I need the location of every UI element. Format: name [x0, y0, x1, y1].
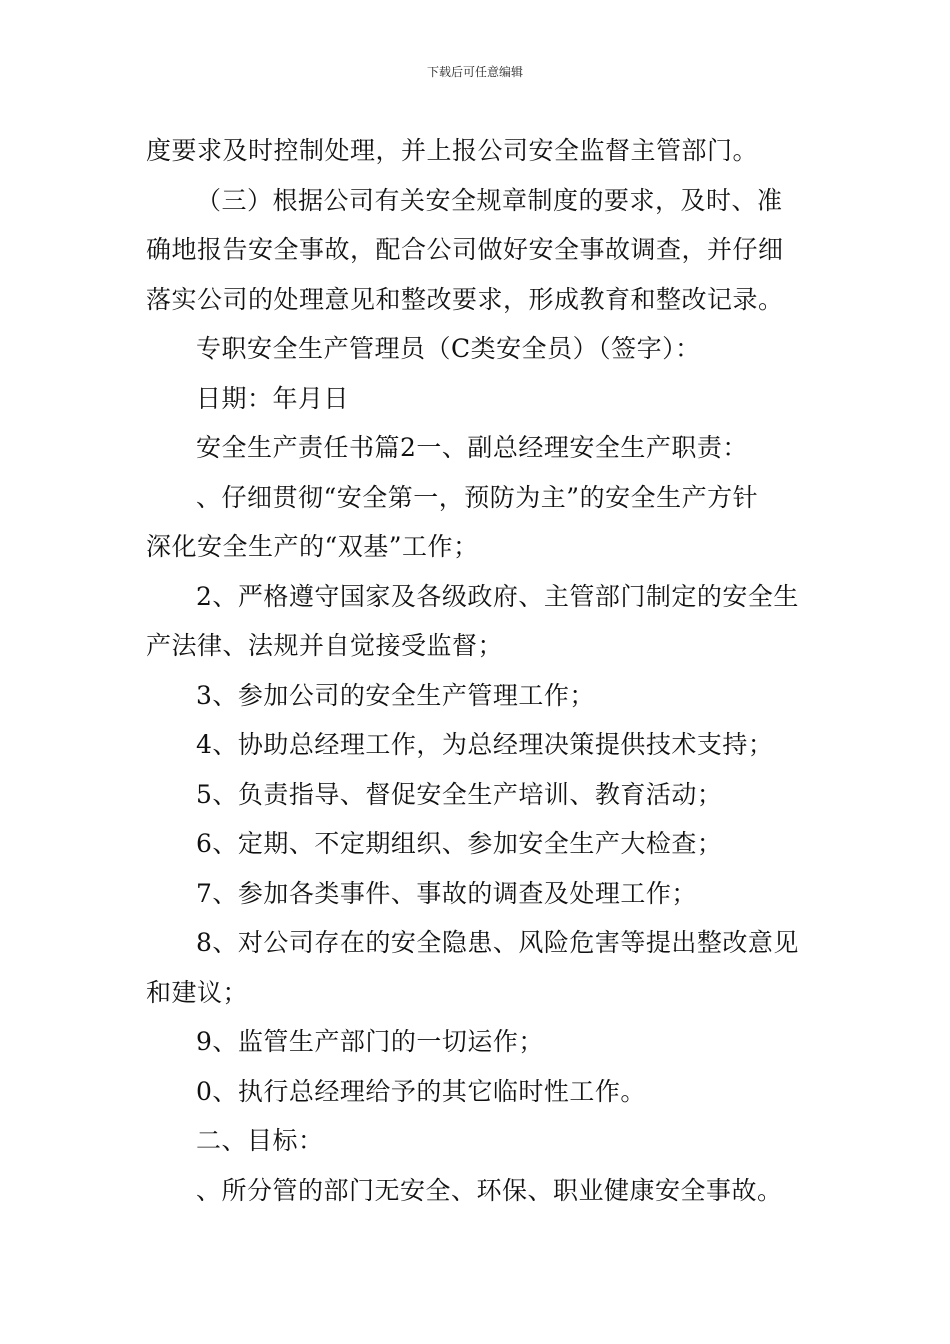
text-line: 安全生产责任书篇2一、副总经理安全生产职责：: [196, 433, 748, 462]
text-line: 9、监管生产部门的一切运作；: [196, 1027, 544, 1056]
text-line: 产法律、法规并自觉接受监督；: [146, 631, 504, 660]
text-line: 度要求及时控制处理，并上报公司安全监督主管部门。: [146, 136, 759, 165]
text-line: 2、严格遵守国家及各级政府、主管部门制定的安全生: [196, 581, 799, 611]
text-line: 专职安全生产管理员（C类安全员）（签字）：: [196, 334, 701, 363]
text-line: 6、定期、不定期组织、参加安全生产大检查；: [196, 829, 723, 858]
text-line: 二、目标：: [196, 1126, 324, 1155]
text-line: 和建议；: [146, 977, 249, 1007]
text-line: 4、协助总经理工作，为总经理决策提供技术支持；: [196, 730, 774, 759]
text-line: 确地报告安全事故，配合公司做好安全事故调查，并仔细: [146, 235, 784, 264]
text-line: 7、参加各类事件、事故的调查及处理工作；: [196, 878, 697, 908]
text-line: 深化安全生产的“双基”工作；: [146, 532, 479, 561]
text-line: （三）根据公司有关安全规章制度的要求，及时、准: [196, 185, 783, 215]
text-line: 0、执行总经理给予的其它临时性工作。: [196, 1076, 646, 1106]
text-line: 、所分管的部门无安全、环保、职业健康安全事故。: [196, 1175, 783, 1205]
document-body: [146, 126, 816, 1215]
page-header: 下载后可任意编辑: [426, 65, 523, 79]
text-line: 8、对公司存在的安全隐患、风险危害等提出整改意见: [196, 928, 799, 957]
text-line: 3、参加公司的安全生产管理工作；: [196, 680, 595, 710]
text-line: 落实公司的处理意见和整改要求，形成教育和整改记录。: [146, 284, 784, 314]
text-line: 5、负责指导、督促安全生产培训、教育活动；: [196, 779, 723, 809]
text-line: 日期：年月日: [196, 383, 350, 413]
text-line: 、仔细贯彻“安全第一，预防为主”的安全生产方针: [196, 482, 759, 512]
